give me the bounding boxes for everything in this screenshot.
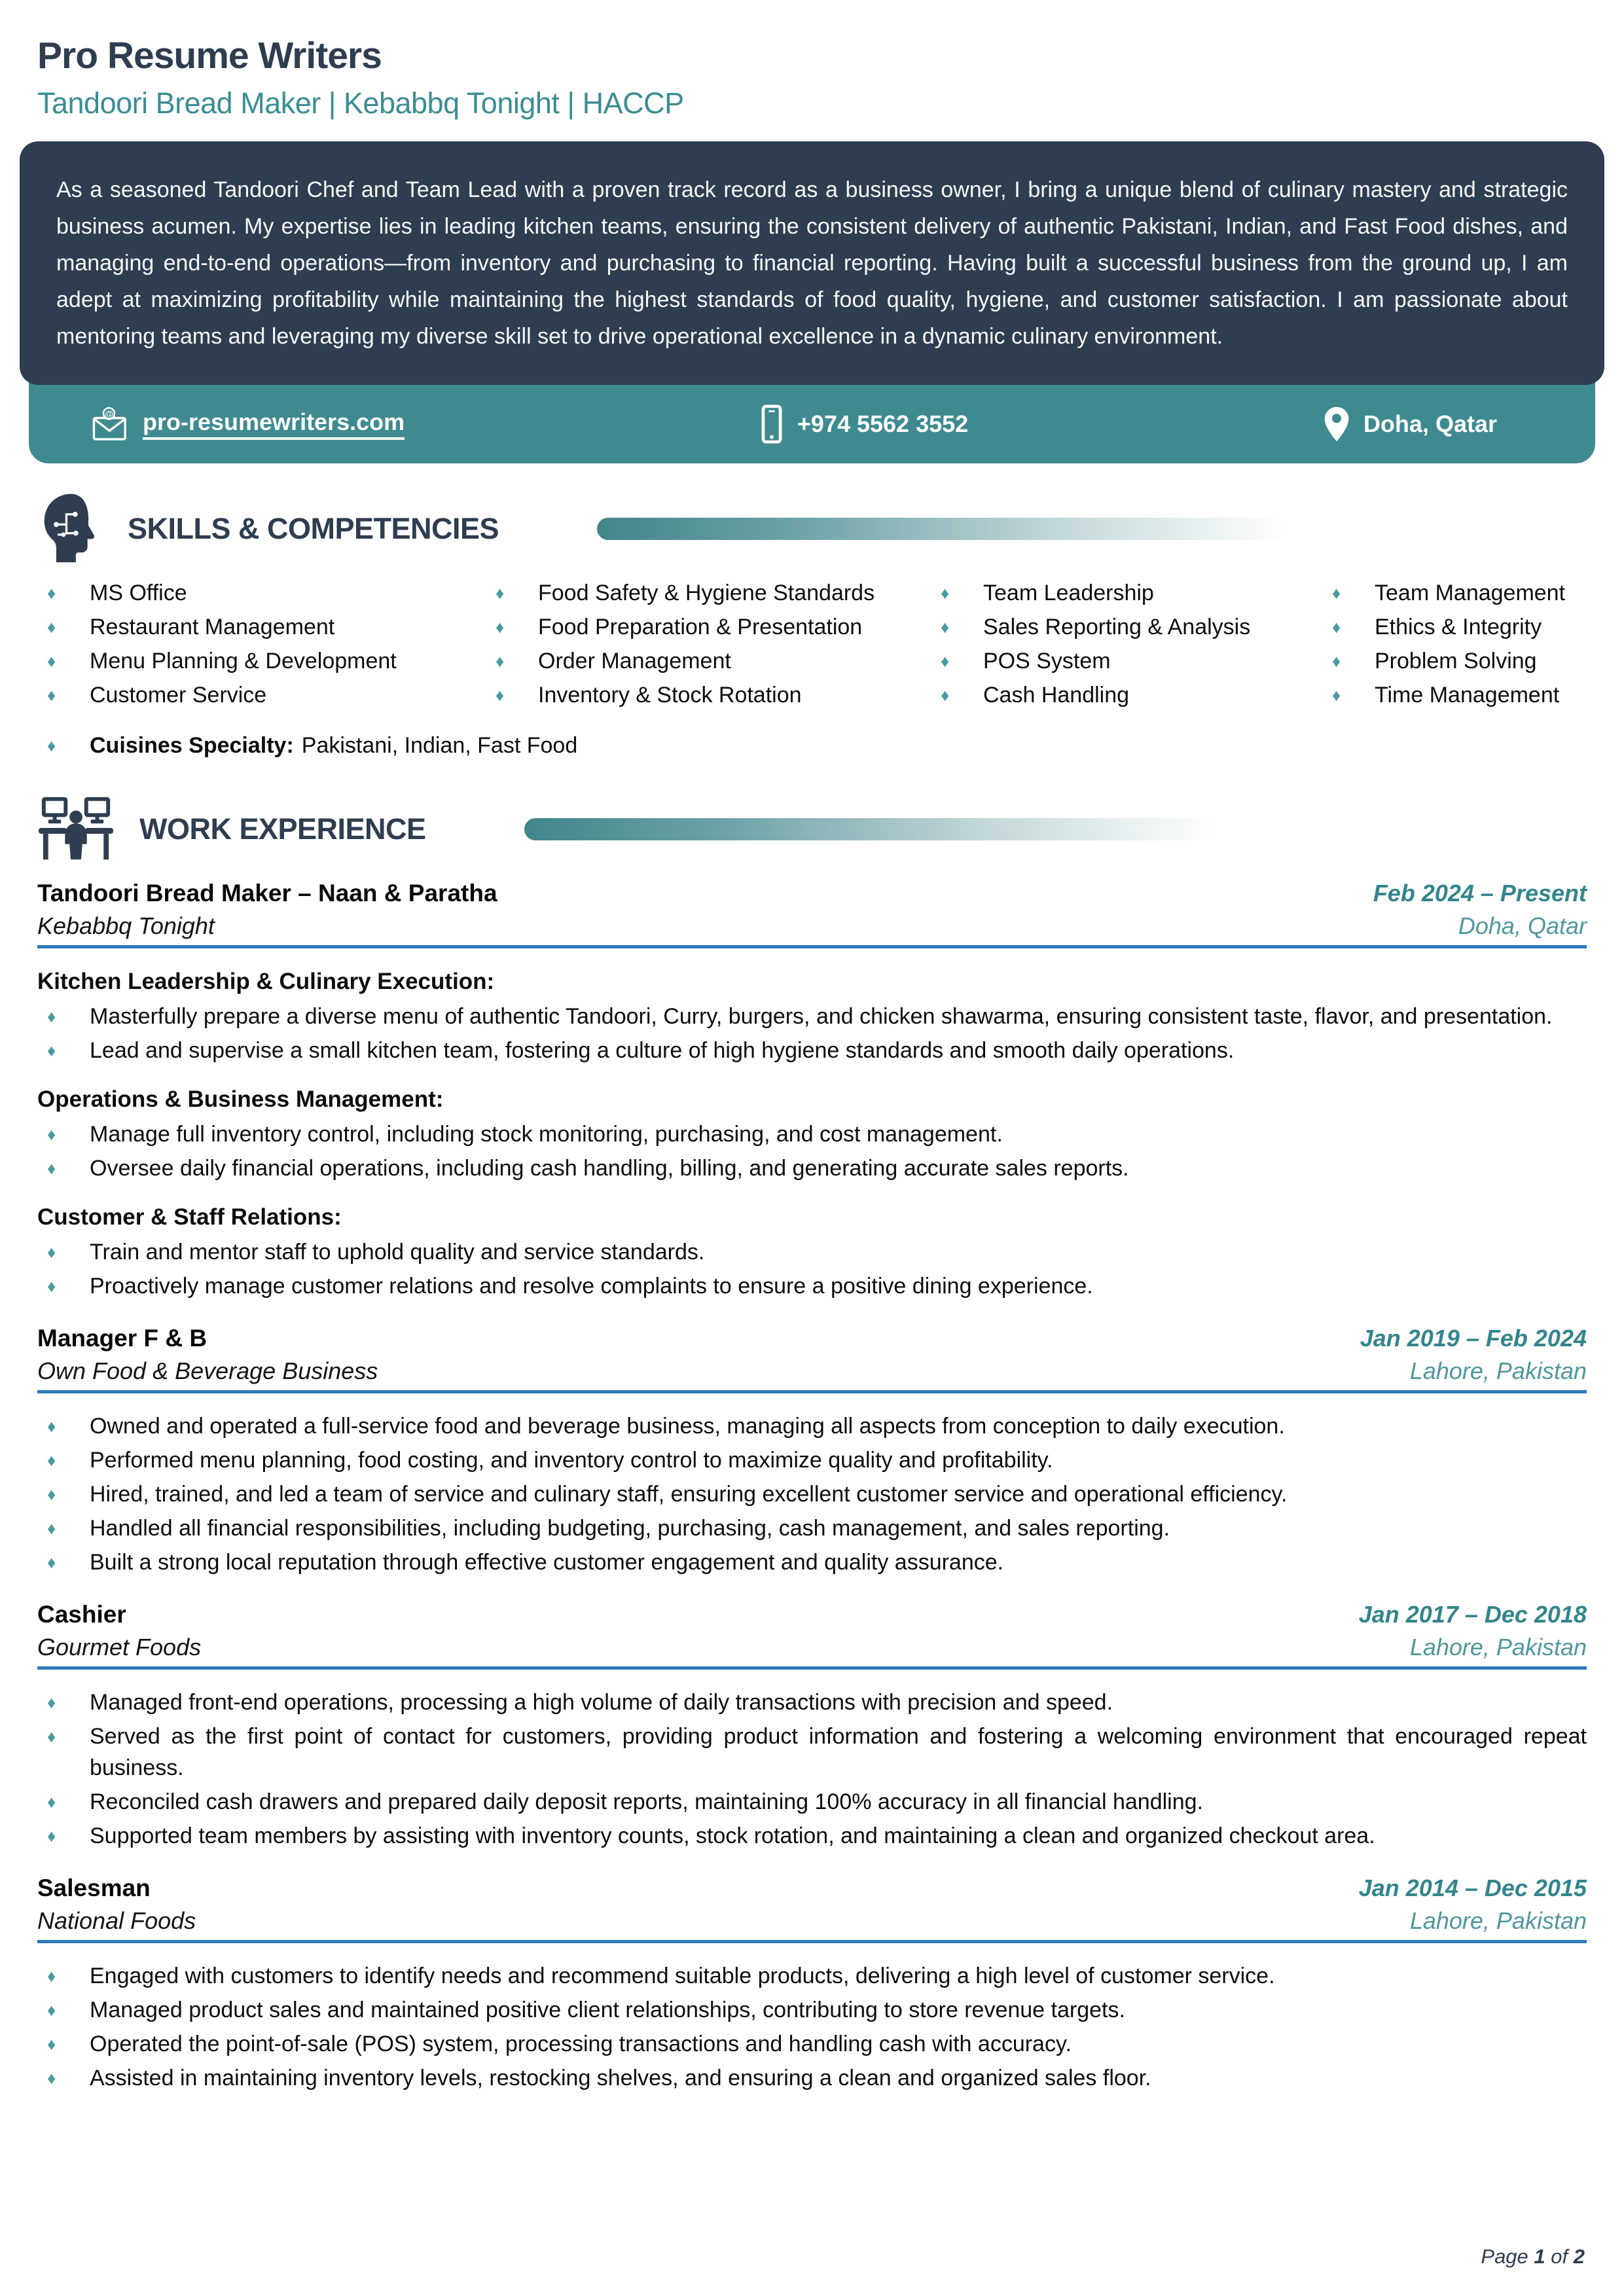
skill-item (1322, 576, 1587, 610)
diamond-bullet-icon: ♦ (496, 617, 505, 637)
duty-group (37, 1083, 1587, 1184)
skill-label: Inventory & Stock Rotation (538, 682, 802, 708)
diamond-bullet-icon: ♦ (47, 1727, 56, 1746)
job-company: National Foods (37, 1907, 196, 1934)
job-company: Kebabbq Tonight (37, 912, 215, 939)
job-header (37, 1871, 1587, 1937)
cuisines-specialty-value: Pakistani, Indian, Fast Food (301, 733, 578, 758)
diamond-bullet-icon: ♦ (47, 1966, 56, 1986)
phone-icon (759, 404, 784, 444)
diamond-bullet-icon: ♦ (941, 651, 950, 671)
diamond-bullet-icon: ♦ (47, 651, 56, 671)
duty-bullet-row (37, 1236, 1587, 1268)
diamond-bullet-icon: ♦ (1332, 583, 1341, 603)
duty-text: Managed front-end operations, processing a high volume of daily transactions with precision and speed. (90, 1690, 1113, 1715)
job-entry (37, 1598, 1587, 1852)
job-header (37, 1598, 1587, 1663)
skill-item (37, 610, 486, 644)
skill-item (1322, 644, 1587, 678)
duty-list (37, 1236, 1587, 1302)
skill-label: Menu Planning & Development (90, 648, 397, 673)
job-title: Manager F & B (37, 1325, 208, 1352)
job-dates: Jan 2014 – Dec 2015 (1358, 1874, 1587, 1901)
job-entry (37, 1871, 1587, 2094)
page-number-of: of (1545, 2245, 1574, 2268)
duty-bullet-row (37, 1687, 1587, 1718)
contact-website[interactable] (92, 406, 405, 442)
skill-label: MS Office (90, 580, 187, 605)
experience-section-title: WORK EXPERIENCE (139, 812, 426, 846)
duty-text: Masterfully prepare a diverse menu of authentic Tandoori, Curry, burgers, and chicken shawarma, ensuring consistent taste, flavor, and presentation. (90, 1004, 1553, 1029)
skill-item (931, 678, 1322, 712)
job-entry (37, 1321, 1587, 1578)
duty-text: Lead and supervise a small kitchen team, fostering a culture of high hygiene standards and smooth daily operations. (90, 1038, 1235, 1063)
duty-group-title: Kitchen Leadership & Culinary Execution: (37, 969, 495, 994)
page-number-prefix: Page (1481, 2245, 1534, 2268)
skill-label: Sales Reporting & Analysis (983, 614, 1251, 639)
job-company: Own Food & Beverage Business (37, 1357, 378, 1384)
skill-label: Food Preparation & Presentation (538, 614, 863, 639)
skill-label: Restaurant Management (90, 614, 335, 639)
job-header (37, 876, 1587, 942)
skill-item (486, 678, 931, 712)
diamond-bullet-icon: ♦ (1332, 617, 1341, 637)
job-entry (37, 876, 1587, 1302)
duty-bullet-row (37, 1820, 1587, 1852)
diamond-bullet-icon: ♦ (47, 2000, 56, 2020)
duty-text: Proactively manage customer relations and resolve complaints to ensure a positive dining experience. (90, 1274, 1093, 1299)
job-title: Cashier (37, 1601, 126, 1628)
diamond-bullet-icon: ♦ (47, 1007, 56, 1026)
contact-location (1323, 405, 1497, 443)
diamond-bullet-icon: ♦ (47, 1693, 56, 1712)
skill-item (931, 644, 1322, 678)
page-number-current: 1 (1534, 2245, 1545, 2268)
skills-section-title: SKILLS & COMPETENCIES (128, 512, 499, 545)
location-pin-icon (1323, 405, 1350, 443)
duty-list (37, 1960, 1587, 2094)
job-location: Lahore, Pakistan (1409, 1907, 1587, 1934)
diamond-bullet-icon: ♦ (47, 617, 56, 637)
diamond-bullet-icon: ♦ (47, 685, 56, 705)
skill-label: Customer Service (90, 682, 267, 708)
job-duties (37, 1687, 1587, 1852)
duty-bullet-row (37, 2062, 1587, 2094)
duty-bullet-row (37, 1547, 1587, 1578)
duty-list (37, 1687, 1587, 1852)
duty-bullet-row (37, 1444, 1587, 1476)
duty-bullet-row (37, 1994, 1587, 2026)
duty-text: Assisted in maintaining inventory levels, restocking shelves, and ensuring a clean and organized sales floor. (90, 2066, 1151, 2090)
skill-item (37, 678, 486, 712)
duty-text: Manage full inventory control, including stock monitoring, purchasing, and cost management. (90, 1122, 1003, 1147)
summary-box (20, 141, 1604, 385)
duty-list (37, 1119, 1587, 1184)
duty-bullet-row (37, 1035, 1587, 1066)
duty-bullet-row (37, 1410, 1587, 1442)
diamond-bullet-icon: ♦ (496, 583, 505, 603)
diamond-bullet-icon: ♦ (47, 583, 56, 603)
skill-item (931, 576, 1322, 610)
diamond-bullet-icon: ♦ (47, 1450, 56, 1470)
skill-item (1322, 610, 1587, 644)
diamond-bullet-icon: ♦ (1332, 651, 1341, 671)
section-gradient-rule (597, 518, 1330, 540)
job-location: Lahore, Pakistan (1409, 1634, 1587, 1660)
duty-bullet-row (37, 1479, 1587, 1510)
skill-label: POS System (983, 648, 1111, 673)
duty-group-title: Operations & Business Management: (37, 1086, 444, 1112)
email-icon (92, 406, 130, 442)
skills-column (37, 576, 486, 712)
diamond-bullet-icon: ♦ (941, 617, 950, 637)
section-gradient-rule (524, 818, 1257, 840)
diamond-bullet-icon: ♦ (47, 1276, 56, 1296)
duty-group (37, 1687, 1587, 1852)
diamond-bullet-icon: ♦ (47, 2034, 56, 2054)
diamond-bullet-icon: ♦ (47, 1792, 56, 1812)
job-duties (37, 1410, 1587, 1578)
diamond-bullet-icon: ♦ (941, 685, 950, 705)
page-number (1481, 2245, 1585, 2269)
skill-item (931, 610, 1322, 644)
duty-text: Supported team members by assisting with inventory counts, stock rotation, and maintaining a clean and organized checkout area. (90, 1823, 1375, 1848)
duty-text: Hired, trained, and led a team of service and culinary staff, ensuring excellent customer service and operational efficiency. (90, 1482, 1288, 1507)
page-title: Pro Resume Writers (37, 35, 382, 77)
duty-text: Built a strong local reputation through effective customer engagement and quality assurance. (90, 1550, 1004, 1575)
cuisines-specialty-row (37, 733, 1587, 759)
diamond-bullet-icon: ♦ (47, 1041, 56, 1060)
duty-group (37, 1201, 1587, 1302)
job-duties (37, 1960, 1587, 2094)
job-company: Gourmet Foods (37, 1634, 202, 1660)
job-tagline: Tandoori Bread Maker | Kebabbq Tonight | HACCP (37, 86, 684, 120)
diamond-bullet-icon: ♦ (47, 736, 56, 755)
duty-text: Handled all financial responsibilities, including budgeting, purchasing, cash management, and sales reporting. (90, 1516, 1170, 1541)
job-divider (37, 1940, 1587, 1943)
duty-text: Engaged with customers to identify needs and recommend suitable products, delivering a high level of customer service. (90, 1964, 1275, 1988)
summary-text: As a seasoned Tandoori Chef and Team Lead with a proven track record as a business owner, I bring a unique blend of culinary mastery and strategic business acumen. My expertise lies in leading kitchen teams, ensuring the consistent delivery of authentic Pakistani, Indian, and Fast Food dishes, and managing end-to-end operations—from inventory and purchasing to financial reporting. Having built a successful business from the ground up, I am adept at maximizing profitability while maintaining the highest standards of food quality, hygiene, and customer satisfaction. I am passionate about mentoring teams and leveraging my diverse skill set to drive operational excellence in a dynamic culinary environment. (56, 177, 1568, 349)
skills-section-header (37, 492, 1587, 565)
duty-bullet-row (37, 2028, 1587, 2060)
duty-bullet-row (37, 1960, 1587, 1992)
diamond-bullet-icon: ♦ (47, 1826, 56, 1846)
skill-item (37, 576, 486, 610)
skill-item (486, 644, 931, 678)
diamond-bullet-icon: ♦ (47, 1484, 56, 1504)
duty-text: Owned and operated a full-service food and beverage business, managing all aspects from conception to daily execution. (90, 1414, 1285, 1439)
location-text: Doha, Qatar (1363, 410, 1497, 437)
skill-item (486, 610, 931, 644)
duty-bullet-row (37, 1270, 1587, 1302)
duty-list (37, 1410, 1587, 1578)
skill-label: Cash Handling (983, 682, 1130, 708)
skills-column (931, 576, 1322, 712)
skills-column (1322, 576, 1587, 712)
job-title: Tandoori Bread Maker – Naan & Paratha (37, 880, 497, 906)
cuisines-specialty-label: Cuisines Specialty: (90, 733, 294, 758)
duty-bullet-row (37, 1153, 1587, 1184)
diamond-bullet-icon: ♦ (47, 1416, 56, 1436)
diamond-bullet-icon: ♦ (941, 583, 950, 603)
workstation-icon (37, 795, 115, 863)
job-dates: Jan 2017 – Dec 2018 (1358, 1601, 1587, 1628)
duty-group (37, 1960, 1587, 2094)
skill-item (486, 576, 931, 610)
job-location: Doha, Qatar (1458, 912, 1587, 939)
duty-bullet-row (37, 1001, 1587, 1032)
skill-label: Order Management (538, 648, 731, 673)
skill-label: Food Safety & Hygiene Standards (538, 580, 875, 605)
job-divider (37, 1390, 1587, 1393)
skill-item (1322, 678, 1587, 712)
skills-brain-icon (37, 492, 103, 565)
job-dates: Jan 2019 – Feb 2024 (1360, 1325, 1587, 1352)
duty-text: Oversee daily financial operations, including cash handling, billing, and generating accurate sales reports. (90, 1156, 1129, 1181)
duty-bullet-row (37, 1119, 1587, 1150)
skill-item (37, 644, 486, 678)
job-divider (37, 1666, 1587, 1670)
phone-number: +974 5562 3552 (797, 410, 969, 437)
job-title: Salesman (37, 1874, 151, 1901)
skill-label: Ethics & Integrity (1375, 614, 1542, 639)
duty-group (37, 965, 1587, 1066)
duty-group (37, 1410, 1587, 1578)
duty-text: Managed product sales and maintained positive client relationships, contributing to store revenue targets. (90, 1998, 1125, 2022)
duty-bullet-row (37, 1721, 1587, 1784)
diamond-bullet-icon: ♦ (496, 685, 505, 705)
diamond-bullet-icon: ♦ (47, 1158, 56, 1178)
contact-phone (759, 404, 968, 444)
job-location: Lahore, Pakistan (1409, 1357, 1587, 1384)
duty-text: Performed menu planning, food costing, and inventory control to maximize quality and profitability. (90, 1448, 1053, 1473)
skill-label: Time Management (1375, 682, 1560, 708)
skill-label: Problem Solving (1375, 648, 1537, 673)
skills-column (486, 576, 931, 712)
duty-bullet-row (37, 1513, 1587, 1544)
job-duties (37, 965, 1587, 1302)
skill-label: Team Management (1375, 580, 1566, 605)
svg-text:@: @ (104, 408, 114, 419)
job-divider (37, 945, 1587, 948)
duty-bullet-row (37, 1786, 1587, 1818)
diamond-bullet-icon: ♦ (1332, 685, 1341, 705)
duty-group-title: Customer & Staff Relations: (37, 1204, 342, 1230)
page-number-total: 2 (1573, 2245, 1585, 2268)
duty-text: Operated the point-of-sale (POS) system, processing transactions and handling cash with accuracy. (90, 2032, 1072, 2056)
job-header (37, 1321, 1587, 1387)
diamond-bullet-icon: ♦ (47, 1124, 56, 1144)
skill-label: Team Leadership (983, 580, 1154, 605)
duty-text: Reconciled cash drawers and prepared daily deposit reports, maintaining 100% accuracy in all financial handling. (90, 1789, 1203, 1814)
job-dates: Feb 2024 – Present (1373, 880, 1587, 906)
website-link[interactable]: pro-resumewriters.com (143, 408, 405, 440)
diamond-bullet-icon: ♦ (47, 1518, 56, 1538)
experience-section-header (37, 795, 1587, 863)
diamond-bullet-icon: ♦ (496, 651, 505, 671)
duty-text: Served as the first point of contact for customers, providing product information and fostering a welcoming environment that encouraged repeat business. (90, 1724, 1587, 1780)
diamond-bullet-icon: ♦ (47, 1552, 56, 1572)
duty-text: Train and mentor staff to uphold quality and service standards. (90, 1240, 705, 1265)
skills-grid (37, 576, 1587, 712)
diamond-bullet-icon: ♦ (47, 2068, 56, 2088)
duty-list (37, 1001, 1587, 1066)
diamond-bullet-icon: ♦ (47, 1242, 56, 1262)
